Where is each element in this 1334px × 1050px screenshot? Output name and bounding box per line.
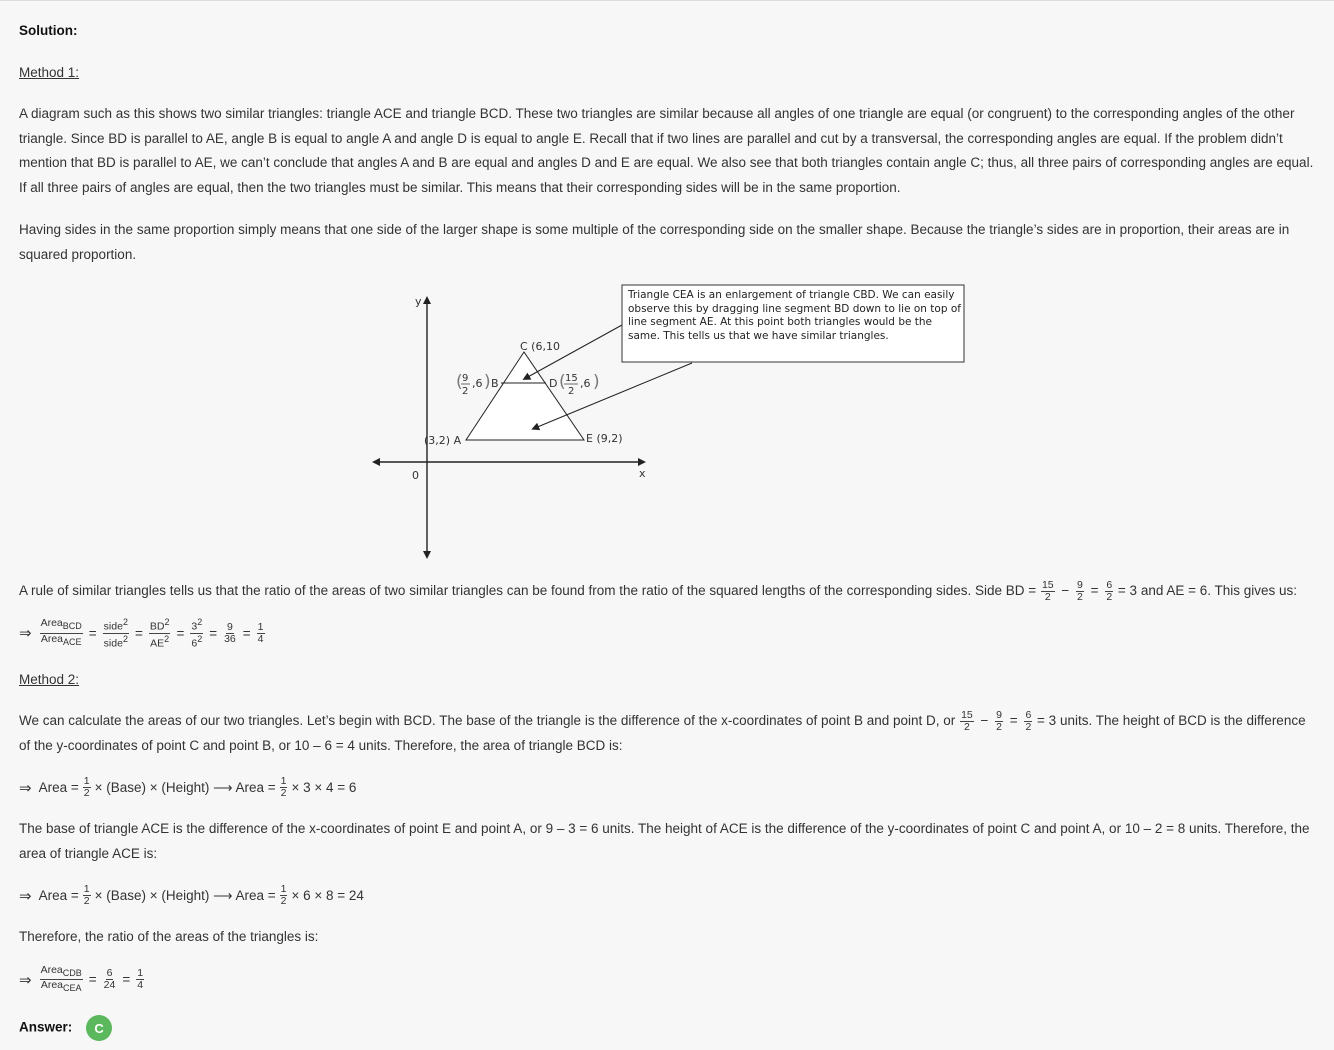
svg-text:): )	[484, 372, 491, 392]
answer-row	[19, 1015, 112, 1041]
solution-heading: Solution:	[19, 23, 78, 38]
point-d-label: D	[549, 377, 558, 390]
point-c-label: C (6,10	[520, 340, 560, 353]
fraction-side-squared: $\frac{side^2}{side^2}$	[103, 617, 128, 649]
point-a-label: (3,2) A	[424, 434, 462, 447]
fraction-3-6-squared: $\frac{3^2}{6^2}$	[191, 617, 203, 649]
fraction-1-over-4-b: $\frac{1}{4}$	[137, 967, 144, 992]
d-coord-denominator: 2	[568, 386, 575, 397]
method-2-heading: Method 2:	[19, 672, 80, 687]
method-1-heading: Method 1:	[19, 65, 80, 80]
b-coord-denominator: 2	[462, 386, 469, 397]
paragraph-proportion: Having sides in the same proportion simply means that one side of the larger shape is some multiple of the corresponding side on the smaller shape. Because the triangle’s sides are in proportion, their areas are in squared proportion.	[19, 222, 1290, 262]
x-axis-right-arrow-icon	[638, 458, 646, 466]
fraction-9-over-2-b: $\frac{9}{2}$	[996, 708, 1003, 733]
fraction-9-over-36: $\frac{9}{36}$	[224, 620, 236, 645]
b-coord-numerator: 9	[462, 373, 469, 384]
paragraph-ace-area: The base of triangle ACE is the difference of the x-coordinates of point E and point A, or 9 – 3 = 6 units. The height of ACE is the difference of the y-coordinates of point C and point A, or 10 – 2 = 8 units. Therefore, the area of triangle ACE is:	[19, 821, 1310, 861]
equation-area-ratio-by-sides: ⇒ $\frac{Area_{BCD}}{Area_{ACE}}$ = $\frac{side^2}{side^2}$ = $\frac{BD^2}{AE^2}$ = $\frac{3^2}{6^2}$ = $\frac{9}{36}$ = $\frac{1}{4}$	[19, 617, 264, 649]
fraction-bd-ae-squared: $\frac{BD^2}{AE^2}$	[149, 617, 170, 649]
point-e-label: E (9,2)	[586, 432, 623, 445]
svg-text:(: (	[456, 372, 463, 392]
fraction-15-over-2-b: $\frac{15}{2}$	[961, 708, 973, 733]
paragraph-bcd-area: We can calculate the areas of our two triangles. Let’s begin with BCD. The base of the triangle is the difference of the x-coordinates of point B and point D, or $\frac{15}{2}$ − $\frac{9}{2}$ = $\frac{6}{2}$ = 3 units. The height of BCD is the difference of the y-coordinates of point C and point B, or 10 – 6 = 4 units. Therefore, the area of triangle BCD is:	[19, 708, 1306, 753]
paragraph-similar-triangles: A diagram such as this shows two similar triangles: triangle ACE and triangle BCD. These two triangles are similar because all angles of one triangle are equal (or congruent) to the corresponding angles of the other triangle. Since BD is parallel to AE, angle B is equal to angle A and angle D is equal to angle E. Recall that if two lines are parallel and cut by a transversal, the corresponding angles are equal. If the problem didn’t mention that BD is parallel to AE, we can’t conclude that angles A and B are equal and angles D and E are equal. We also see that both triangles contain angle C; thus, all three pairs of corresponding angles are equal. If all three pairs of angles are equal, then the two triangles must be similar. This means that their corresponding sides will be in the same proportion.	[19, 106, 1314, 195]
d-coord-y: ,6	[580, 377, 591, 390]
fraction-6-over-24: $\frac{6}{24}$	[103, 967, 116, 992]
y-axis-bottom-arrow-icon	[423, 551, 431, 559]
y-axis-label: y	[415, 295, 422, 308]
equation-area-bcd: ⇒ Area = $\frac{1}{2}$ × (Base) × (Height) ⟶ Area = $\frac{1}{2}$ × 3 × 4 = 6	[19, 775, 357, 799]
fraction-one-half: $\frac{1}{2}$	[280, 775, 287, 799]
fraction-15-over-2: $\frac{15}{2}$	[1041, 578, 1054, 603]
fraction-1-over-4: $\frac{1}{4}$	[257, 620, 264, 645]
triangle-ace	[466, 352, 584, 440]
b-coord-y: ,6	[472, 377, 483, 390]
solution-panel	[0, 1, 1334, 1050]
y-axis-top-arrow-icon	[423, 296, 431, 304]
point-d-coordinate	[559, 372, 600, 397]
svg-text:): )	[593, 372, 600, 392]
triangle-diagram	[360, 283, 980, 568]
svg-text:(: (	[559, 372, 566, 392]
paragraph-area-rule: A rule of similar triangles tells us that the ratio of the areas of two similar triangles can be found from the ratio of the squared lengths of the corresponding sides. Side BD = $\frac{15}{2}$ − $\frac{9}{2}$ = $\frac{6}{2}$ = 3 and AE = 6. This gives us:	[19, 578, 1298, 603]
x-axis-label: x	[639, 467, 646, 480]
fraction-6-over-2-b: $\frac{6}{2}$	[1025, 708, 1032, 733]
fraction-9-over-2: $\frac{9}{2}$	[1077, 578, 1083, 603]
fraction-one-half: $\frac{1}{2}$	[83, 775, 90, 799]
d-coord-numerator: 15	[565, 373, 578, 384]
fraction-one-half: $\frac{1}{2}$	[83, 883, 90, 907]
fraction-area-bcd-over-ace: $\frac{Area_{BCD}}{Area_{ACE}}$	[40, 617, 82, 647]
fraction-area-cdb-over-cea: $\frac{Area_{CDB}}{Area_{CEA}}$	[40, 964, 82, 994]
fraction-6-over-2: $\frac{6}{2}$	[1106, 578, 1113, 603]
callout-text: Triangle CEA is an enlargement of triangle CBD. We can easily observe this by dragging line segment BD down to lie on top of line segment AE. At this point both triangles would be the same. This tells us that we have similar triangles.	[628, 289, 961, 342]
point-b-coordinate	[456, 372, 491, 397]
fraction-one-half: $\frac{1}{2}$	[280, 883, 287, 907]
answer-badge: C	[86, 1015, 112, 1041]
point-b-label: B	[491, 377, 499, 390]
x-axis-left-arrow-icon	[372, 458, 380, 466]
equation-area-ace: ⇒ Area = $\frac{1}{2}$ × (Base) × (Height) ⟶ Area = $\frac{1}{2}$ × 6 × 8 = 24	[19, 883, 364, 907]
origin-label: 0	[412, 469, 419, 482]
paragraph-ratio-intro: Therefore, the ratio of the areas of the triangles is:	[19, 929, 319, 944]
equation-final-ratio: ⇒ $\frac{Area_{CDB}}{Area_{CEA}}$ = $\frac{6}{24}$ = $\frac{1}{4}$	[19, 964, 144, 994]
answer-label: Answer:	[19, 1019, 73, 1035]
